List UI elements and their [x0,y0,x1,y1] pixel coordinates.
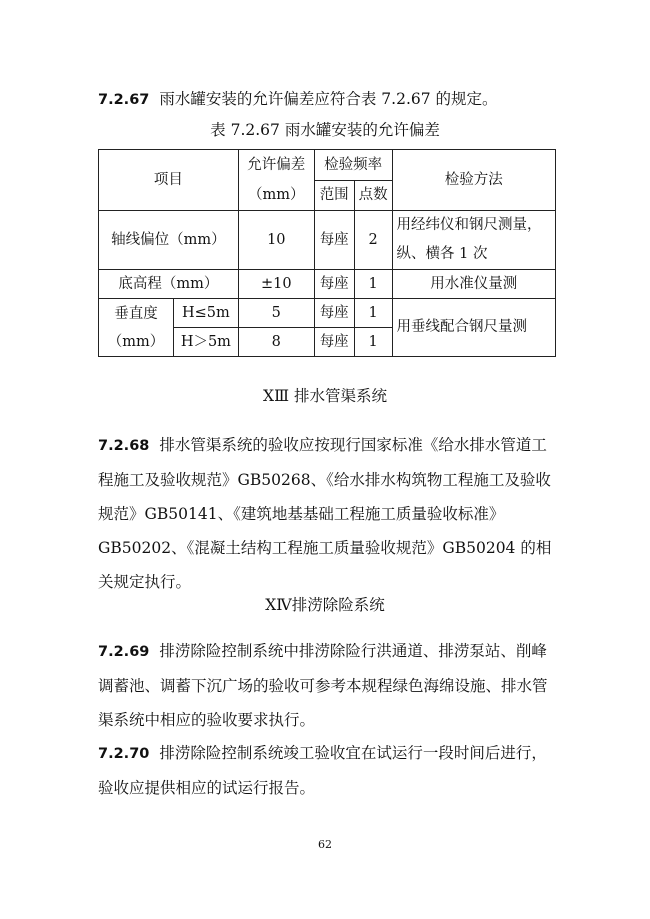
clause-number: 7.2.70 [98,746,150,762]
clause-7-2-67 [98,82,558,117]
axis-tolerance: 10 [238,211,314,270]
elevation-item: 底高程（mm） [99,270,239,299]
clause-text: 排水管渠系统的验收应按现行国家标准《给水排水管道工程施工及验收规范》GB50268、《给水排水构筑物工程施工及验收规范》GB50141、《建筑地基基础工程施工质量验收标准》GB50202、《混凝土结构工程施工质量验收规范》GB50204 的相关规定执行。 [98,436,552,591]
clause-7-2-70 [98,736,558,805]
elevation-tolerance: ±10 [238,270,314,299]
tolerance-table [98,149,556,357]
verticality-method: 用垂线配合钢尺量测 [392,299,555,357]
axis-item: 轴线偏位（mm） [99,211,239,270]
table-row [99,299,556,328]
section-xiv-title: XⅣ排涝除险系统 [265,596,385,614]
elevation-scope: 每座 [314,270,354,299]
verticality-scope-1: 每座 [314,299,354,328]
clause-7-2-68 [98,428,558,599]
elevation-method: 用水准仪量测 [392,270,555,299]
clause-text: 雨水罐安装的允许偏差应符合表 7.2.67 的规定。 [159,90,498,108]
verticality-condition-1: H≤5m [173,299,238,328]
clause-text: 排涝除险控制系统中排涝除险行洪通道、排涝泵站、削峰调蓄池、调蓄下沉广场的验收可参考本规程绿色海绵设施、排水管渠系统中相应的验收要求执行。 [98,642,548,729]
verticality-tolerance-1: 5 [238,299,314,328]
verticality-line2: （mm） [107,333,165,350]
header-tolerance [238,150,314,211]
header-item: 项目 [99,150,239,211]
clause-text: 排涝除险控制系统竣工验收宜在试运行一段时间后进行，验收应提供相应的试运行报告。 [98,744,547,797]
verticality-item [99,299,174,357]
table-row [99,270,556,299]
verticality-points-1: 1 [354,299,392,328]
tolerance-line1: 允许偏差 [247,157,306,173]
verticality-scope-2: 每座 [314,328,354,357]
table-caption: 表 7.2.67 雨水罐安装的允许偏差 [210,121,440,139]
clause-number: 7.2.68 [98,438,150,454]
verticality-condition-2: H＞5m [173,328,238,357]
header-frequency: 检验频率 [314,150,392,181]
header-row [99,150,556,181]
verticality-tolerance-2: 8 [238,328,314,357]
tolerance-line2: （mm） [248,187,305,203]
section-xiii-title: XⅢ 排水管渠系统 [263,387,387,405]
header-scope: 范围 [314,180,354,211]
header-method: 检验方法 [392,150,555,211]
axis-points: 2 [354,211,392,270]
elevation-points: 1 [354,270,392,299]
axis-scope: 每座 [314,211,354,270]
axis-method: 用经纬仪和钢尺测量，纵、横各 1 次 [392,211,555,270]
verticality-line1: 垂直度 [114,305,158,322]
header-points: 点数 [354,180,392,211]
page-number: 62 [318,838,332,851]
clause-7-2-69 [98,634,558,737]
clause-number: 7.2.67 [98,92,150,108]
table-row [99,211,556,270]
verticality-points-2: 1 [354,328,392,357]
clause-number: 7.2.69 [98,644,150,660]
